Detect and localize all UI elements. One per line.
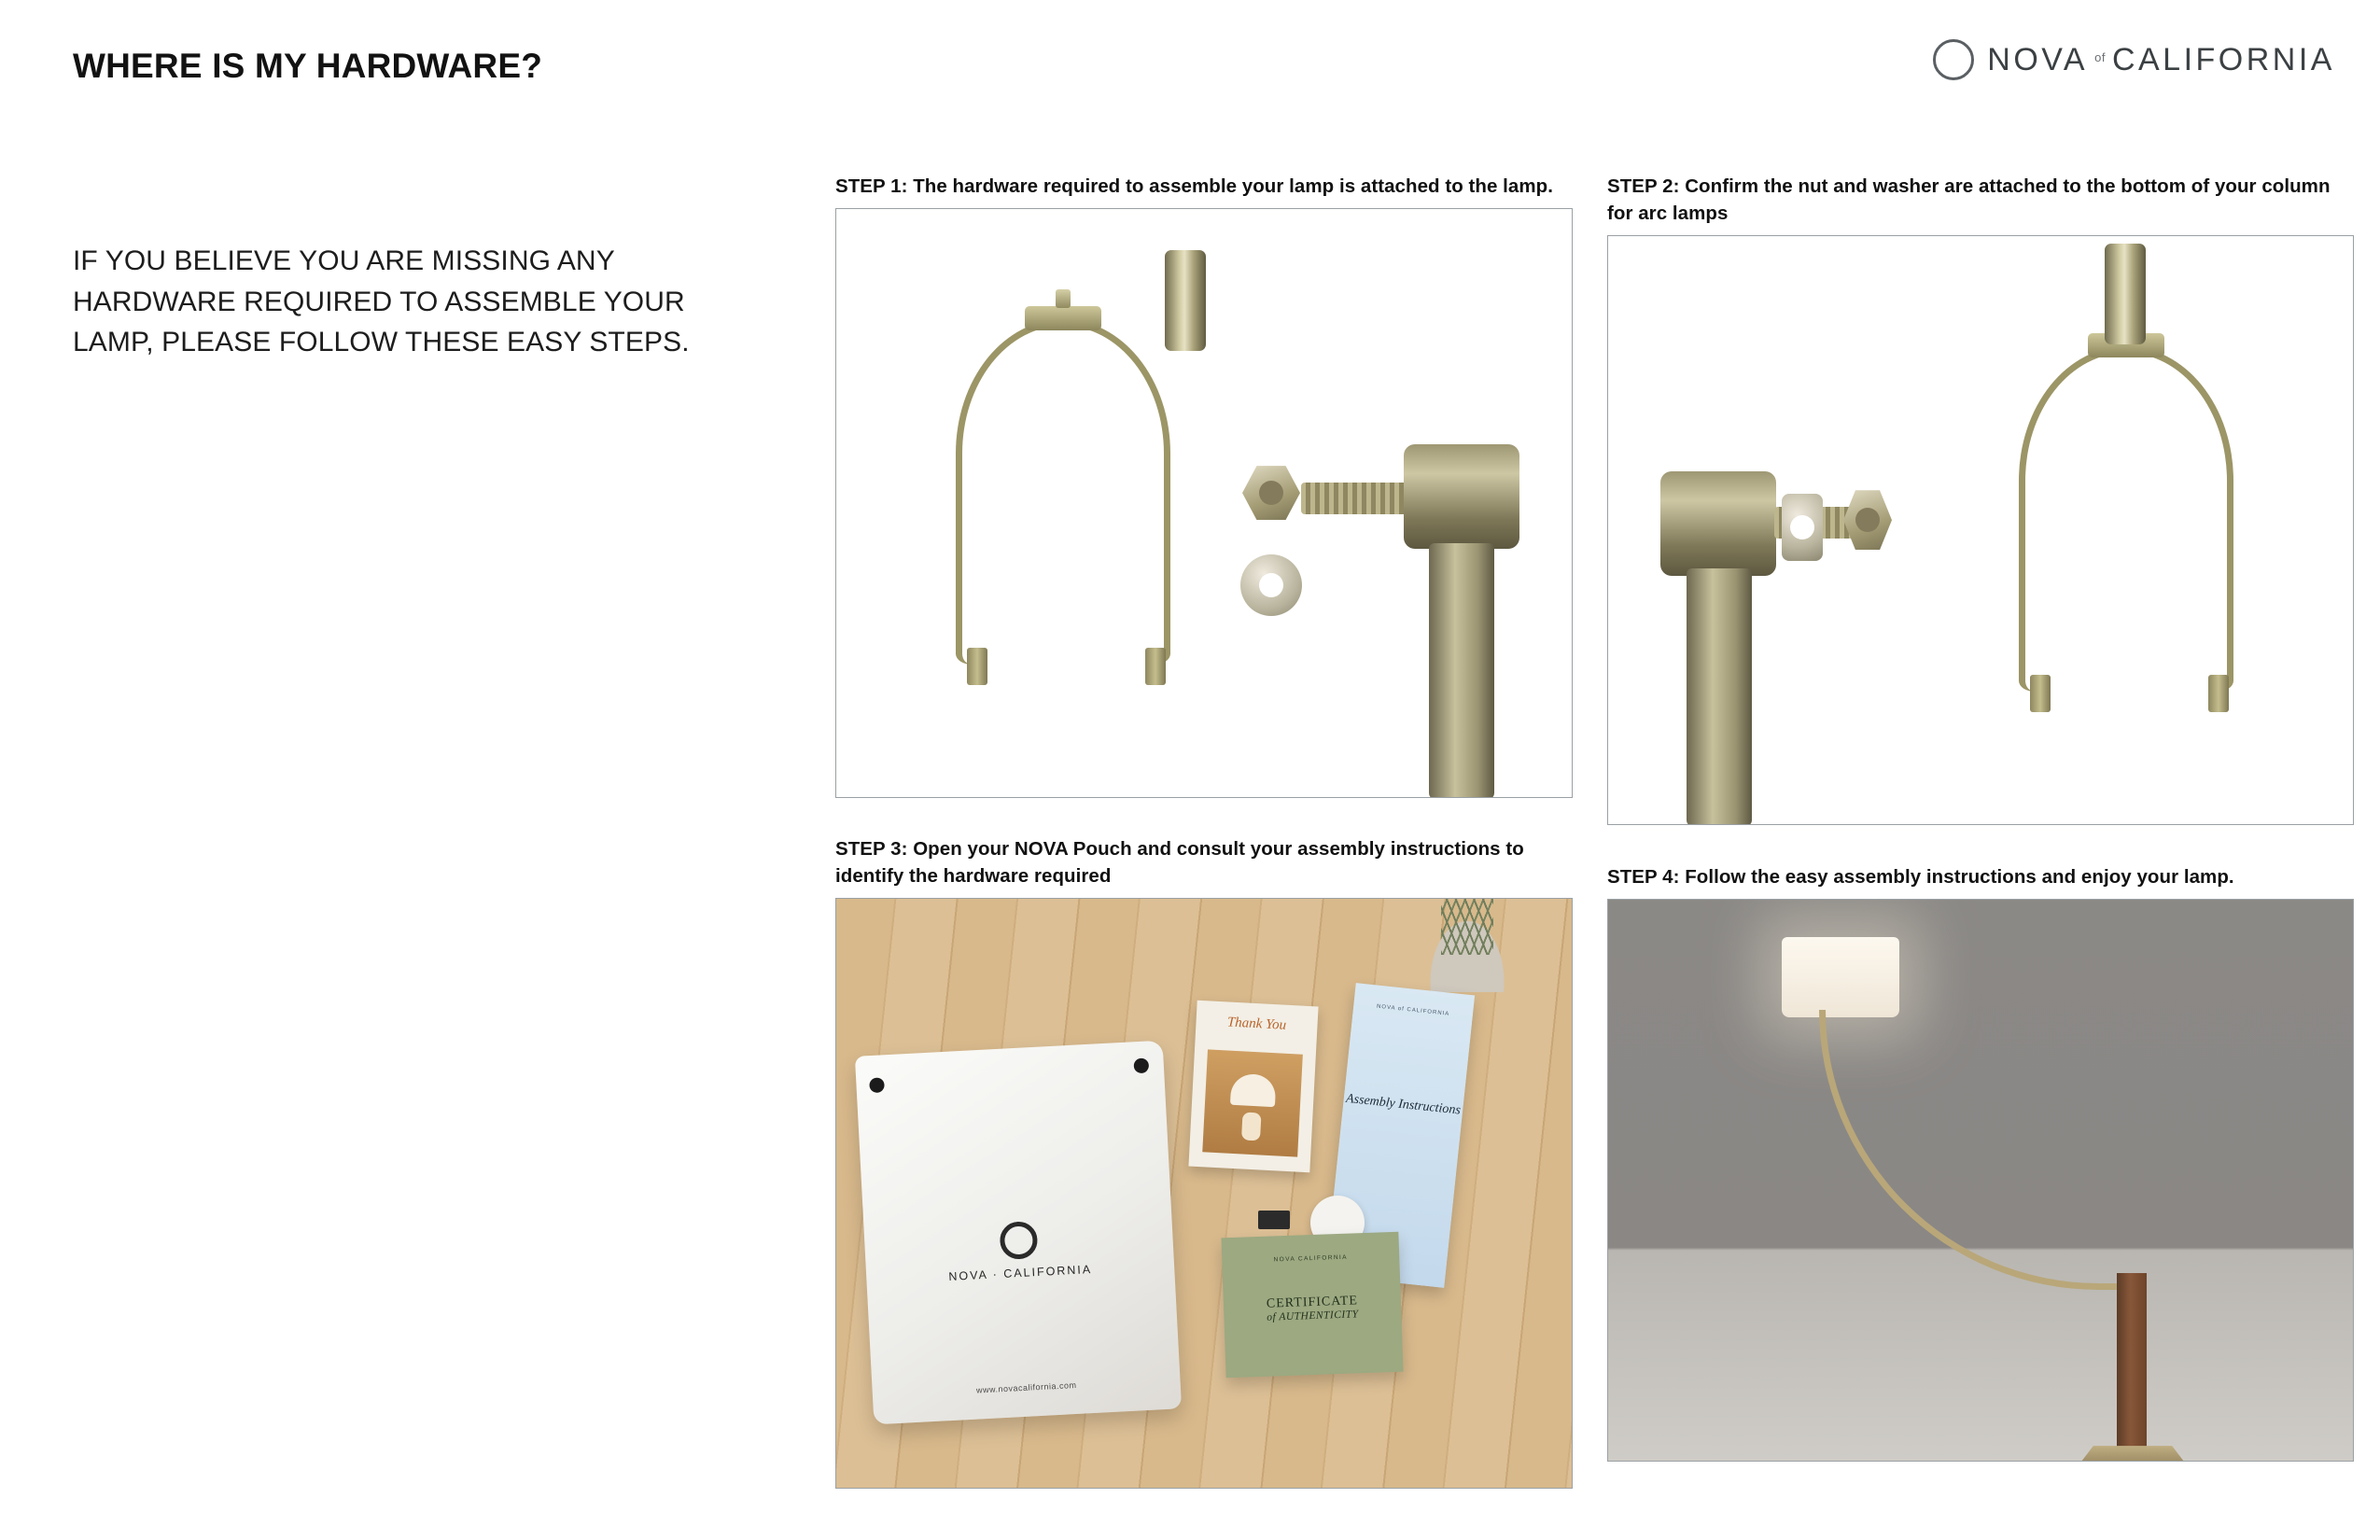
lamp-wood-post bbox=[2117, 1273, 2147, 1460]
step-3-figure bbox=[835, 898, 1573, 1489]
thank-you-artwork bbox=[1202, 1050, 1303, 1157]
pouch-url-text: www.novacalifornia.com bbox=[975, 1380, 1077, 1395]
harp-foot-left bbox=[2030, 675, 2051, 712]
harp-illustration bbox=[2019, 346, 2233, 692]
instructions-title-text: Assembly Instructions bbox=[1345, 1091, 1462, 1118]
step-2-block bbox=[1607, 173, 2354, 825]
step-3-block bbox=[835, 835, 1573, 1489]
washer-illustration bbox=[1782, 494, 1823, 561]
finial-illustration bbox=[1165, 250, 1206, 351]
certificate-card bbox=[1221, 1232, 1403, 1379]
certificate-brand-text: NOVA CALIFORNIA bbox=[1273, 1253, 1349, 1264]
plant-decor bbox=[1411, 898, 1523, 992]
step-1-block bbox=[835, 173, 1573, 798]
page-title: WHERE IS MY HARDWARE? bbox=[73, 47, 543, 85]
pouch-logo bbox=[864, 1214, 1175, 1288]
thank-you-title: Thank You bbox=[1226, 1015, 1287, 1033]
thank-you-card bbox=[1188, 1001, 1318, 1173]
lamp-base bbox=[2075, 1446, 2191, 1462]
step-3-caption: STEP 3: Open your NOVA Pouch and consult your assembly instructions to identify the hardware required bbox=[835, 838, 1524, 888]
nova-ring-logo-icon bbox=[999, 1221, 1038, 1260]
threaded-rod-illustration bbox=[1301, 483, 1413, 514]
step-4-figure bbox=[1607, 899, 2354, 1462]
column-cap-illustration bbox=[1660, 471, 1776, 576]
step-1-figure bbox=[835, 208, 1573, 798]
column-illustration bbox=[1687, 568, 1752, 825]
lamp-shade bbox=[1782, 937, 1899, 1017]
brand-logo bbox=[1933, 39, 2335, 80]
nova-ring-logo-icon bbox=[1933, 39, 1974, 80]
step-4-block bbox=[1607, 863, 2354, 1462]
certificate-subtitle-text: of AUTHENTICITY bbox=[1267, 1309, 1359, 1323]
step-2-caption: STEP 2: Confirm the nut and washer are attached to the bottom of your column for arc lamps bbox=[1607, 175, 2331, 225]
brand-name-right: CALIFORNIA bbox=[2111, 41, 2335, 77]
harp-screw bbox=[1056, 289, 1071, 308]
pouch-brand-text: NOVA · CALIFORNIA bbox=[948, 1263, 1093, 1284]
drawstring-left bbox=[869, 1078, 885, 1094]
column-cap-illustration bbox=[1404, 444, 1519, 549]
step-2-figure bbox=[1607, 235, 2354, 825]
brand-connector: of bbox=[2094, 50, 2106, 65]
washer-illustration bbox=[1240, 554, 1302, 616]
small-black-box bbox=[1258, 1211, 1290, 1229]
drawstring-right bbox=[1133, 1058, 1149, 1074]
instructions-header-text: NOVA of CALIFORNIA bbox=[1376, 1003, 1450, 1018]
brand-wordmark bbox=[1987, 42, 2335, 78]
column-illustration bbox=[1429, 543, 1494, 798]
harp-foot-right bbox=[1145, 648, 1166, 685]
certificate-title-text: CERTIFICATE bbox=[1266, 1294, 1359, 1311]
nova-pouch bbox=[855, 1041, 1182, 1425]
step-1-caption: STEP 1: The hardware required to assemble your lamp is attached to the lamp. bbox=[835, 175, 1553, 197]
intro-paragraph: IF YOU BELIEVE YOU ARE MISSING ANY HARDWARE REQUIRED TO ASSEMBLE YOUR LAMP, PLEASE FOLLOW THESE EASY STEPS. bbox=[73, 245, 690, 357]
step-4-caption: STEP 4: Follow the easy assembly instructions and enjoy your lamp. bbox=[1607, 866, 2234, 888]
harp-foot-left bbox=[967, 648, 987, 685]
brand-name-left: NOVA bbox=[1987, 41, 2089, 77]
hex-nut-illustration bbox=[1242, 466, 1300, 520]
finial-illustration bbox=[2105, 244, 2146, 344]
harp-top-bracket bbox=[1025, 306, 1101, 330]
harp-foot-right bbox=[2208, 675, 2229, 712]
harp-illustration bbox=[956, 319, 1170, 665]
hex-nut-illustration bbox=[1843, 490, 1892, 550]
